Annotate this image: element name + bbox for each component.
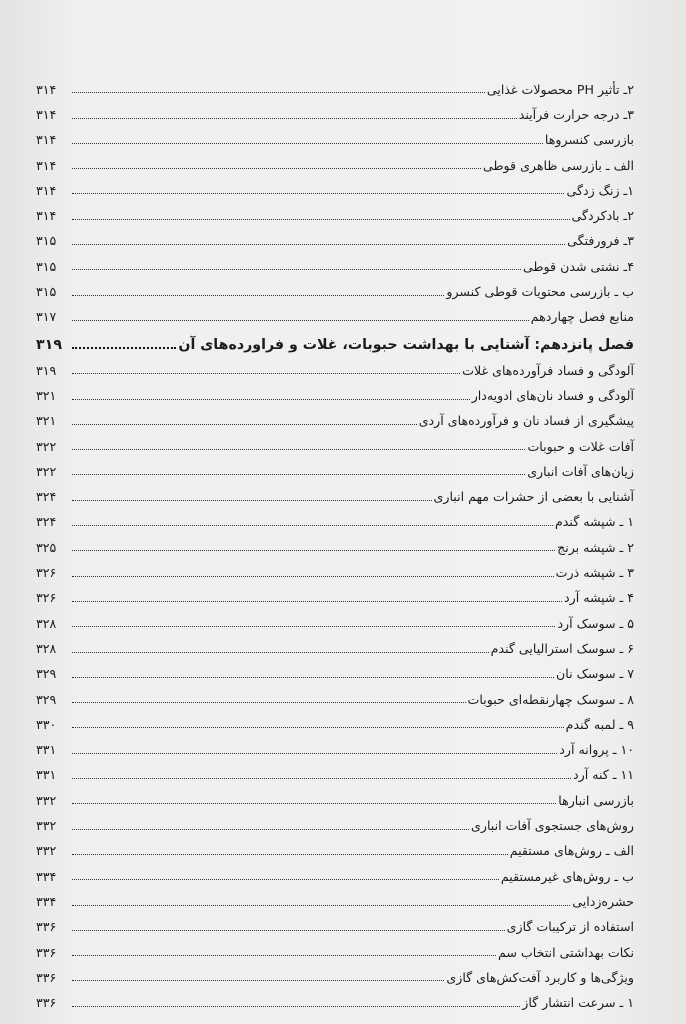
dot-leader	[72, 828, 469, 830]
entry-title: زیان‌های آفات انباری	[527, 463, 634, 479]
page-number: ۳۲۹	[36, 691, 57, 707]
entry-title: ۱ ـ سرعت انتشار گاز	[522, 995, 634, 1011]
entry-title: بازرسی کنسروها	[544, 132, 634, 148]
entry-title: الف ـ بازرسی ظاهری قوطی	[483, 157, 634, 173]
dot-leader	[72, 853, 508, 855]
page-number: ۳۳۲	[36, 792, 57, 808]
entry-title: ۱۰ ـ پروانه آرد	[559, 742, 634, 758]
toc-entry	[36, 934, 634, 959]
page-number: ۳۲۶	[36, 565, 57, 581]
entry-title: استفاده از ترکیبات گازی	[506, 919, 634, 935]
toc-entry	[36, 197, 634, 222]
toc-entry	[36, 223, 634, 248]
toc-entry	[36, 580, 634, 605]
dot-leader	[72, 802, 556, 804]
entry-title: آشنایی با بعضی از حشرات مهم انباری	[433, 489, 634, 505]
dot-leader	[72, 549, 555, 551]
dot-leader	[72, 192, 564, 194]
entry-title: ۱۱ ـ کنه آرد	[573, 767, 634, 783]
page-number: ۳۳۶	[36, 969, 57, 985]
toc-entry	[36, 172, 634, 197]
page-number: ۳۱۵	[36, 258, 57, 274]
dot-leader	[72, 878, 499, 880]
dot-leader	[72, 372, 460, 374]
entry-title: ب ـ روش‌های غیرمستقیم	[500, 868, 634, 884]
chapter-heading	[36, 324, 634, 352]
entry-title: آلودگی و فساد فرآورده‌های غلات	[462, 362, 634, 378]
toc-entry	[36, 352, 634, 377]
dot-leader	[72, 268, 521, 270]
dot-leader	[72, 929, 505, 931]
toc-entry	[36, 96, 634, 121]
page-number: ۳۱۴	[36, 157, 57, 173]
dot-leader	[72, 117, 517, 119]
entry-title: الف ـ روش‌های مستقیم	[509, 843, 634, 859]
page-number: ۳۳۶	[36, 944, 57, 960]
entry-title: روش‌های جستجوی آفات انباری	[471, 818, 634, 834]
toc-entry	[36, 833, 634, 858]
page-number: ۳۱۹	[36, 362, 57, 378]
dot-leader	[72, 625, 555, 627]
toc-entry	[36, 273, 634, 298]
dot-leader	[72, 473, 525, 475]
dot-leader	[72, 142, 543, 144]
dot-leader	[72, 499, 432, 501]
entry-title: ۷ ـ سوسک نان	[556, 666, 634, 682]
page-number: ۳۲۴	[36, 489, 57, 505]
toc-entry	[36, 299, 634, 324]
dot-leader	[72, 954, 496, 956]
toc-entry	[36, 984, 634, 1009]
dot-leader	[72, 1005, 520, 1007]
entry-title: ۵ ـ سوسک آرد	[557, 615, 634, 631]
page-number: ۳۱۴	[36, 81, 57, 97]
page-number: ۳۲۲	[36, 438, 57, 454]
page-number: ۳۳۶	[36, 919, 57, 935]
entry-title: ۸ ـ سوسک چهارنقطه‌ای حبوبات	[467, 691, 634, 707]
toc-entry	[36, 782, 634, 807]
dot-leader	[72, 726, 564, 728]
page-number: ۳۳۲	[36, 843, 57, 859]
entry-title: ۲ـ بادکردگی	[571, 208, 634, 224]
entry-title: ب ـ بازرسی محتویات قوطی کنسرو	[446, 284, 634, 300]
page-number: ۳۲۲	[36, 463, 57, 479]
page-number: ۳۳۶	[36, 995, 57, 1011]
toc-entry	[36, 605, 634, 630]
dot-leader	[72, 524, 553, 526]
page-number: ۳۱۷	[36, 309, 57, 325]
entry-title: پیشگیری از فساد نان و فرآورده‌های آردی	[418, 413, 634, 429]
dot-leader	[72, 319, 529, 321]
page-number: ۳۲۵	[36, 539, 57, 555]
dot-leader	[72, 676, 554, 678]
toc-entry	[36, 757, 634, 782]
entry-title: ۱ ـ شپشه گندم	[554, 514, 634, 530]
dot-leader	[72, 243, 565, 245]
entry-title: حشره‌زدایی	[572, 893, 634, 909]
entry-title: آفات غلات و حبوبات	[527, 438, 634, 454]
page-number: ۳۱۵	[36, 284, 57, 300]
entry-title: منابع فصل چهاردهم	[530, 309, 634, 325]
entry-title: بازرسی انبارها	[558, 792, 634, 808]
dot-leader	[72, 600, 562, 602]
page-number: ۳۲۸	[36, 640, 57, 656]
dot-leader	[72, 575, 554, 577]
page-number: ۳۱۴	[36, 182, 57, 198]
page-number: ۳۲۹	[36, 666, 57, 682]
entry-title: ۳ـ فرورفتگی	[567, 233, 634, 249]
dot-leader	[72, 651, 489, 653]
toc-entry	[36, 403, 634, 428]
toc-entry	[36, 656, 634, 681]
toc-entry	[36, 807, 634, 832]
entry-title: آلودگی و فساد نان‌های ادویه‌دار	[471, 387, 634, 403]
dot-leader	[72, 91, 485, 93]
page-number: ۳۱۴	[36, 208, 57, 224]
page-number: ۳۳۱	[36, 742, 57, 758]
entry-title: ۶ ـ سوسک استرالیایی گندم	[490, 640, 634, 656]
toc-entry	[36, 858, 634, 883]
page-number: ۳۳۱	[36, 767, 57, 783]
page-number: ۳۲۱	[36, 387, 57, 403]
chapter-title: فصل پانزدهم: آشنایی با بهداشت حبوبات، غلات و فراورده‌های آن	[178, 336, 634, 353]
toc-entry	[36, 554, 634, 579]
toc-entry	[36, 478, 634, 503]
toc-entry	[36, 529, 634, 554]
toc-entry	[36, 147, 634, 172]
page-number: ۳۱۴	[36, 107, 57, 122]
toc-entry	[36, 630, 634, 655]
toc-entry	[36, 959, 634, 984]
entry-title: ۹ ـ لمبه گندم	[565, 716, 634, 732]
page-number: ۳۲۴	[36, 514, 57, 530]
entry-title: نکات بهداشتی انتخاب سم	[498, 944, 634, 960]
page-number: ۳۳۰	[36, 716, 57, 732]
dot-leader	[72, 448, 525, 450]
toc-entry	[36, 71, 634, 96]
page-number: ۳۱۵	[36, 233, 57, 249]
dot-leader	[72, 346, 176, 349]
toc-entry	[36, 453, 634, 478]
toc-entry	[36, 428, 634, 453]
toc-entry	[36, 377, 634, 402]
dot-leader	[72, 398, 470, 400]
page-number: ۳۳۴	[36, 893, 57, 909]
toc-entry	[36, 504, 634, 529]
toc-entry	[36, 883, 634, 908]
dot-leader	[72, 167, 481, 169]
page-number: ۳۱۴	[36, 132, 57, 148]
toc-entry	[36, 706, 634, 731]
toc-entry	[36, 681, 634, 706]
dot-leader	[72, 979, 444, 981]
dot-leader	[72, 218, 570, 220]
dot-leader	[72, 904, 570, 906]
page-number: ۳۲۱	[36, 413, 57, 429]
dot-leader	[72, 701, 466, 703]
page-number: ۳۳۲	[36, 818, 57, 834]
entry-title: ۴ـ نشتی شدن قوطی	[523, 258, 634, 274]
entry-title: ۳ ـ شپشه ذرت	[555, 565, 634, 581]
toc-entry	[36, 122, 634, 147]
dot-leader	[72, 752, 557, 754]
entry-title: ۲ ـ شپشه برنج	[557, 539, 634, 555]
toc-entry	[36, 909, 634, 934]
entry-title: ۲ـ تأثیر PH محصولات غذایی	[486, 81, 634, 97]
toc-entry	[36, 731, 634, 756]
entry-title: ویژگی‌ها و کاربرد آفت‌کش‌های گازی	[446, 969, 634, 985]
page-number: ۳۳۴	[36, 868, 57, 884]
toc-entry	[36, 248, 634, 273]
entry-title: ۱ـ زنگ زدگی	[566, 182, 634, 198]
dot-leader	[72, 423, 417, 425]
page-number: ۳۱۹	[36, 336, 62, 353]
entry-title: ۴ ـ شپشه آرد	[564, 590, 634, 606]
table-of-contents	[36, 71, 634, 1010]
page-number: ۳۲۸	[36, 615, 57, 631]
page-number: ۳۲۶	[36, 590, 57, 606]
dot-leader	[72, 294, 444, 296]
entry-title: ۳ـ درجه حرارت فرآیند	[518, 107, 634, 122]
dot-leader	[72, 777, 571, 779]
